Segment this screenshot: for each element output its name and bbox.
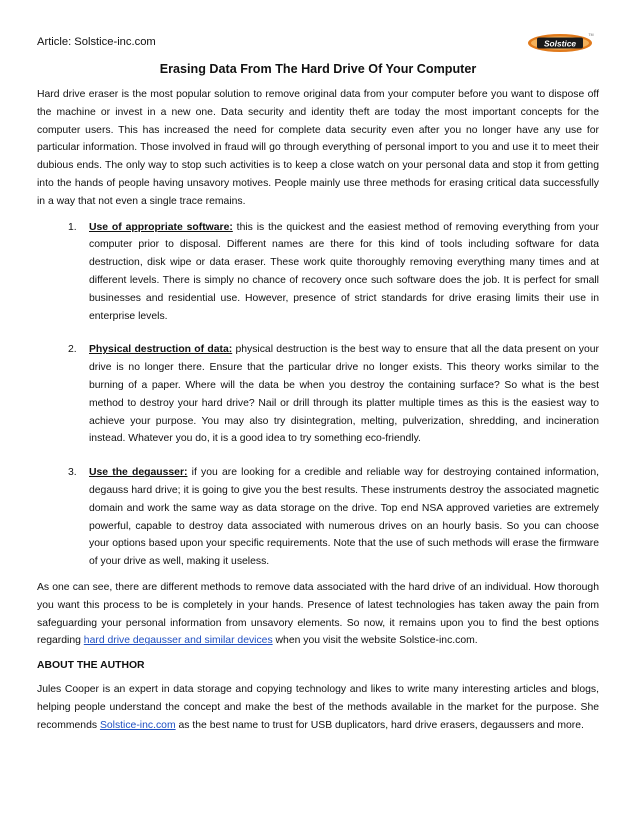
list-item-lead: Use of appropriate software: <box>89 221 233 233</box>
article-label: Article: Solstice-inc.com <box>37 36 156 48</box>
document-page <box>37 0 599 735</box>
page-header <box>37 0 599 56</box>
list-item-number: 3. <box>68 467 77 479</box>
list-item-text: physical destruction is the best way to ensure that all the data present on your drive is no longer there. Ensure that the particular drive no longer exists. This theory works similar to the burning of a paper. Where will the data be when you destroy the containing surface? So what is the best method to destroy your hard drive? Nail or drill through its platter multiple times as this is the easiest way to achieve your purpose. You may also try disintegration, melting, pulverization, shredding, and incineration instead. Whatever you do, it is a good idea to try something eco-friendly. <box>89 344 599 445</box>
list-item-number: 2. <box>68 344 77 356</box>
author-heading: ABOUT THE AUTHOR <box>37 660 145 672</box>
intro-paragraph: Hard drive eraser is the most popular solution to remove original data from your computer before you want to dispose off the machine or invest in a new one. Data security and identity theft are today the most important concepts for the computer users. This has increased the need for complete data security even after you no longer have any use for particular information. Those involved in fraud will go through everything of personal import to you and use it to meet their dubious ends. The only way to stop such activities is to keep a close watch on your personal data and stop it from getting into the hands of people having unsavory motives. People mainly use three methods for erasing critical data successfully in a way that not even a single trace remains. <box>37 89 599 207</box>
closing-text-start: As one can see, there are different methods to remove data associated with the hard drive of an individual. How thorough you want this process to be is completely in your hands. Presence of latest technologies has taken away the pain from safeguarding your personal information from unsavory elements. So now, it remains upon you to find the best options regarding <box>37 581 599 647</box>
author-text-end: as the best name to trust for USB duplicators, hard drive erasers, degaussers and more. <box>175 719 584 731</box>
list-item-number: 1. <box>68 221 77 233</box>
page-title: Erasing Data From The Hard Drive Of Your Computer <box>159 62 477 76</box>
closing-paragraph <box>37 579 599 650</box>
list-item <box>68 464 599 571</box>
solstice-link[interactable]: Solstice-inc.com <box>99 719 176 731</box>
list-item-text: this is the quickest and the easiest method of removing everything from your computer prior to disposal. Different names are there for this kind of tools including software for data destruction, disk wipe or data eraser. These work quite thoroughly removing everything many times and at different levels. There is simply no chance of recovery once such software does the job. It is perfect for small businesses and residential use. However, presence of strict standards for drive erasing limits their use in enterprise levels. <box>89 221 599 322</box>
list-item <box>68 341 599 448</box>
solstice-logo <box>527 30 597 54</box>
author-text-start: Jules Cooper is an expert in data storage and copying technology and likes to write many interesting articles and blogs, helping people understand the concept and make the best of the methods available in the market for the purpose. She recommends <box>37 684 599 731</box>
closing-text-end: when you visit the website Solstice-inc.com. <box>272 635 478 647</box>
logo-trademark: TM <box>588 33 594 37</box>
degausser-link[interactable]: hard drive degausser and similar devices <box>83 635 273 647</box>
list-item-lead: Physical destruction of data: <box>89 344 233 356</box>
methods-list <box>37 219 599 571</box>
list-item <box>68 219 599 326</box>
list-item-text: if you are looking for a credible and reliable way for destroying contained information, degauss hard drive; it is going to give you the best results. These instruments destroy the associated magnetic domain and work the same way as data storage on the drive. Top end NSA approved varieties are extremely powerful, capable to destroy data associated with numerous drives on an hourly basis. So you can choose your options based upon your specific requirements. Note that the use of such methods will erase the firmware of your drive as well, making it useless. <box>89 467 599 568</box>
list-item-lead: Use the degausser: <box>89 467 188 479</box>
author-paragraph <box>37 681 599 734</box>
logo-text: Solstice <box>543 38 577 49</box>
